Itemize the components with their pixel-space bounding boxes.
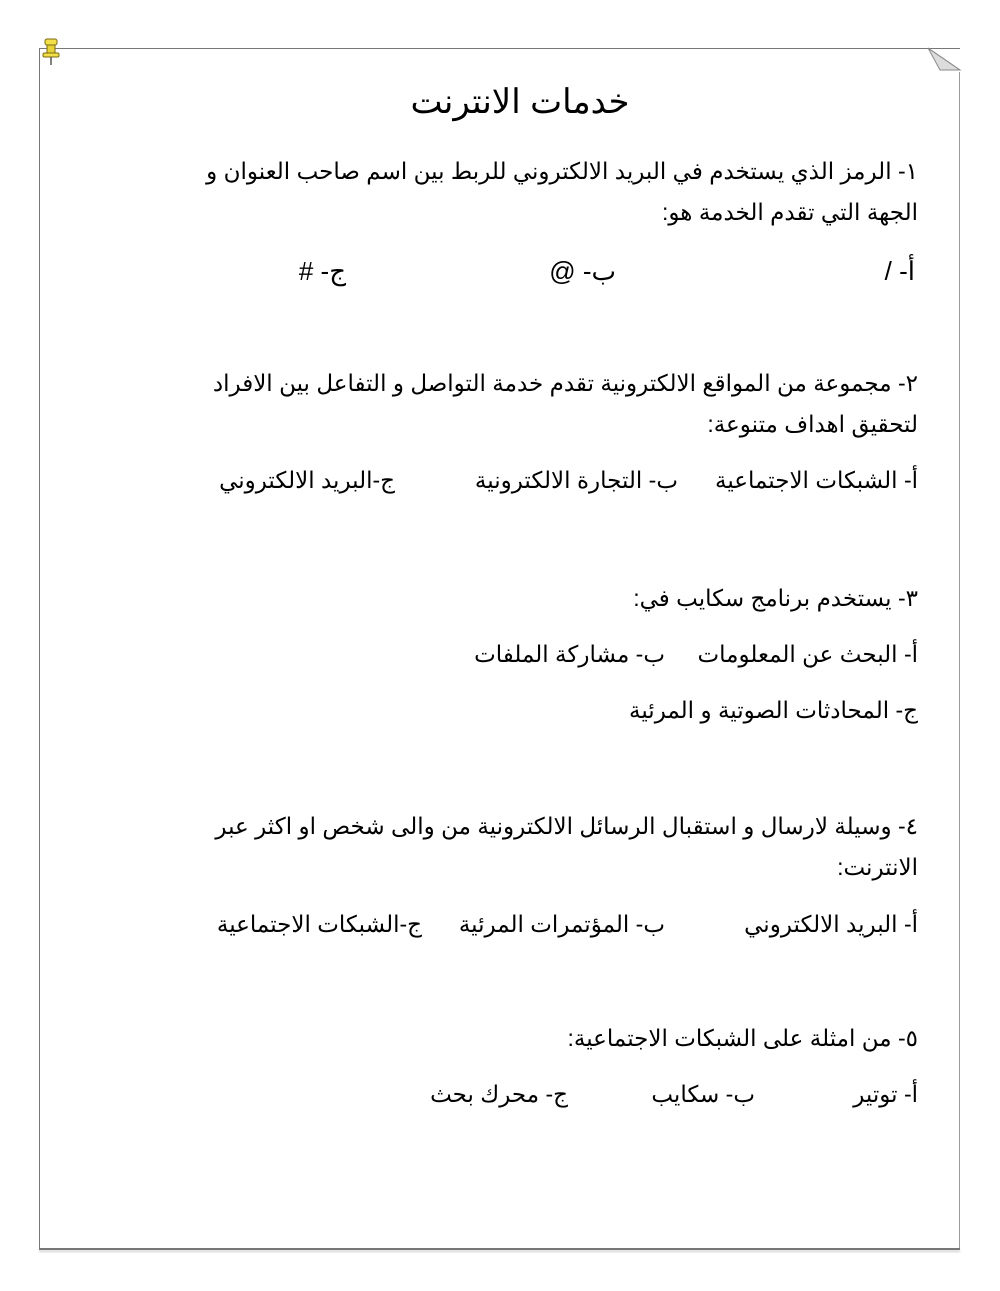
question-5-line-1: ٥- من امثلة على الشبكات الاجتماعية:: [567, 1025, 918, 1051]
question-1-option-a: أ- /: [884, 256, 915, 286]
question-4-line-1: ٤- وسيلة لارسال و استقبال الرسائل الالكترونية من والى شخص او اكثر عبر: [215, 813, 918, 839]
question-2-line-2: لتحقيق اهداف متنوعة:: [707, 411, 918, 437]
question-1-line-2: الجهة التي تقدم الخدمة هو:: [662, 199, 918, 225]
question-3-option-c: ج- المحادثات الصوتية و المرئية: [629, 697, 918, 723]
page-fold-corner: [928, 46, 962, 72]
question-3-line-1: ٣- يستخدم برنامج سكايب في:: [633, 585, 918, 611]
question-4-option-a: أ- البريد الالكتروني: [744, 911, 918, 937]
question-4-option-c: ج-الشبكات الاجتماعية: [216, 911, 422, 937]
question-5-option-b: ب- سكايب: [651, 1081, 755, 1107]
push-pin-icon: [40, 38, 62, 66]
page-title: خدمات الانترنت: [410, 83, 630, 121]
question-5-option-c: ج- محرك بحث: [430, 1081, 568, 1107]
question-2-option-b: ب- التجارة الالكترونية: [474, 467, 678, 493]
page-bottom-edge: [39, 1248, 960, 1250]
page-right-edge: [959, 70, 960, 1250]
question-4-option-b: ب- المؤتمرات المرئية: [458, 911, 665, 937]
question-3-option-b: ب- مشاركة الملفات: [474, 641, 665, 667]
question-2-line-1: ٢- مجموعة من المواقع الالكترونية تقدم خدمة التواصل و التفاعل بين الافراد: [212, 370, 918, 396]
question-2-option-c: ج-البريد الالكتروني: [219, 467, 395, 493]
question-3-option-a: أ- البحث عن المعلومات: [697, 641, 918, 667]
question-1-line-1: ١- الرمز الذي يستخدم في البريد الالكتروني للربط بين اسم صاحب العنوان و: [206, 158, 918, 184]
question-1-option-c: ج- #: [298, 256, 346, 286]
question-2-option-a: أ- الشبكات الاجتماعية: [714, 467, 918, 493]
question-1-option-b: ب- @: [549, 256, 616, 286]
question-4-line-2: الانترنت:: [837, 854, 918, 880]
question-5-option-a: أ- توتير: [853, 1081, 918, 1107]
